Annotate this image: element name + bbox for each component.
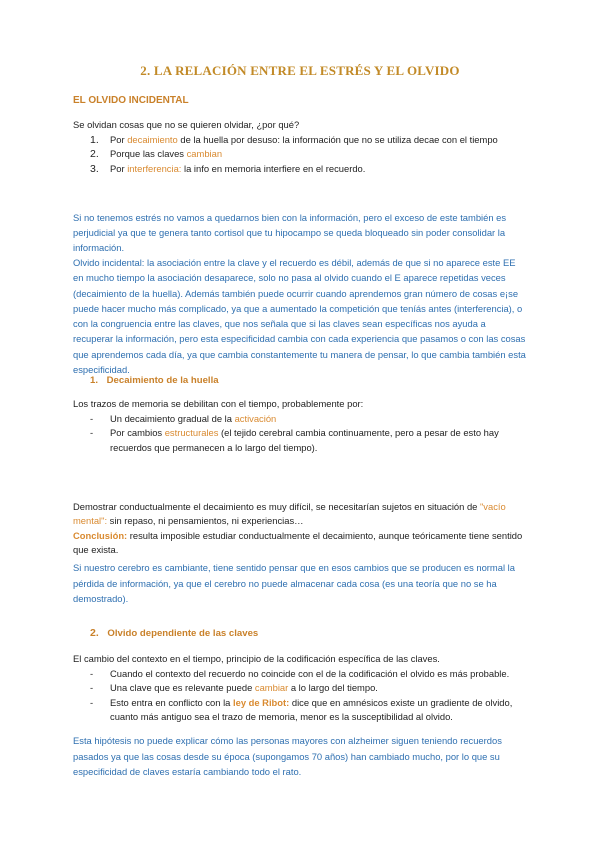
item-text: Por — [110, 162, 128, 174]
stress-paragraph: Si no tenemos estrés no vamos a quedarnos bien con la información, pero el exceso de este también es perjudicial ya que te genera tanto cortisol que tu hipocampo se queda bloqueado sin poder consolidar la información. — [73, 212, 507, 253]
item-text: la info en memoria interfiere en el recuerdo. — [181, 162, 366, 174]
item-text: dice que en amnésicos existe un gradiente de olvido, cuanto más antiguo sea el trazo de memoria, menor es la susceptibilidad al olvido. — [110, 696, 513, 723]
item-text: Porque las claves — [110, 148, 187, 160]
claves-list — [90, 667, 528, 725]
list-item — [90, 426, 528, 455]
list-item — [90, 147, 528, 161]
highlight-term: "vacío mental": — [73, 501, 506, 527]
conclusion-paragraph — [73, 529, 528, 558]
conclusion-text: resulta imposible estudiar conductualmente el decaimiento, aunque teóricamente tiene sentido que exista. — [73, 530, 523, 556]
highlight-term: cambiar — [254, 682, 289, 694]
alzheimer-paragraph: Esta hipótesis no puede explicar cómo las personas mayores con alzheimer siguen teniendo recuerdos pasados ya que las cosas desde su época (supongamos 70 años) han cambiado mucho, por lo que su especificidad de claves estaría cambiando todo el rato. — [73, 735, 502, 777]
brain-paragraph: Si nuestro cerebro es cambiante, tiene sentido pensar que en esos cambios que se producen es normal la pérdida de información, ya que el cerebro no puede almacenar cada cosa (es una teoría que no se ha demostrado). — [73, 562, 515, 604]
list-item — [90, 696, 528, 725]
highlight-term: ley de Ribot: — [233, 696, 290, 708]
highlight-term: interferencia: — [127, 162, 182, 174]
numbered-list — [90, 133, 528, 176]
item-text: Un decaimiento gradual de la — [110, 413, 235, 424]
conclusion-label: Conclusión: — [73, 530, 128, 541]
list-dash: - — [90, 682, 94, 694]
list-number: 1. — [90, 134, 99, 146]
subsection-number: 1. — [90, 375, 99, 386]
list-dash: - — [90, 427, 94, 439]
item-text: a lo largo del tiempo. — [288, 682, 378, 694]
list-dash: - — [90, 668, 94, 679]
highlight-term: activación — [234, 413, 277, 424]
list-dash: - — [90, 413, 94, 424]
incidental-paragraph: Olvido incidental: la asociación entre la clave y el recuerdo es débil, además de que si no aparece este EE en mucho tiempo la asociación desaparece, solo no pasa al olvido cuando el E aparece repetidas veces (decaimiento de la huella). Además también puede ocurrir cuando aprendemos gran número de cosas e¡se puede hacer mucho más complicado, ya que a aumentado la competición que teníás antes (interferencia), o con la congruencia entre las claves, que nos señala que si las claves sean específicas nos ayuda a recuperar la información, pero esta especificidad cambia con cada experiencia que pasamos o con las cosas que aprendemos cada día, ya que cambia constantemente tu manera de pensar, lo que cambia también esta especificidad. — [73, 257, 526, 376]
highlight-term: decaimiento — [127, 134, 178, 145]
item-text: Por cambios — [110, 427, 165, 439]
demo-text: sin repaso, ni pensamientos, ni experiencias… — [107, 515, 304, 527]
subsection-title: Olvido dependiente de las claves — [107, 628, 259, 639]
list-number: 2. — [90, 148, 99, 161]
question-text: Se olvidan cosas que no se quieren olvidar, ¿por qué? — [73, 119, 300, 130]
item-text: Por — [110, 134, 128, 145]
highlight-term: estructurales — [164, 427, 219, 439]
claves-intro: El cambio del contexto en el tiempo, principio de la codificación específica de las claves. — [73, 653, 440, 664]
item-text: Esto entra en conflicto con la — [110, 696, 233, 708]
item-text: Una clave que es relevante puede — [110, 682, 255, 694]
item-text: (el tejido cerebral cambia continuamente, pero a pesar de esto hay recuerdos que permanecen a lo largo del tiempo). — [110, 427, 499, 453]
list-number: 3. — [90, 162, 99, 175]
list-item — [90, 133, 528, 147]
subsection-title: Decaimiento de la huella — [106, 375, 219, 386]
demo-paragraph — [73, 500, 528, 529]
subsection-heading-claves — [90, 626, 545, 641]
subsection-number: 2. — [90, 627, 99, 639]
list-item — [90, 412, 528, 426]
section-heading-olvido-incidental: EL OLVIDO INCIDENTAL — [73, 95, 189, 106]
decay-list — [90, 412, 528, 455]
list-item — [90, 681, 528, 695]
page-title: 2. LA RELACIÓN ENTRE EL ESTRÉS Y EL OLVIDO — [140, 63, 460, 78]
item-text: Cuando el contexto del recuerdo no coincide con el de la codificación el olvido es más probable. — [110, 668, 510, 679]
subsection-heading-decaimiento — [90, 373, 545, 388]
highlight-term: cambian — [186, 148, 223, 160]
list-dash: - — [90, 696, 94, 708]
list-item — [90, 667, 528, 681]
demo-text: Demostrar conductualmente el decaimiento es muy difícil, se necesitarían sujetos en situación de — [73, 501, 480, 512]
item-text: de la huella por desuso: la información que no se utiliza decae con el tiempo — [177, 134, 498, 145]
decay-intro: Los trazos de memoria se debilitan con el tiempo, probablemente por: — [73, 398, 364, 409]
list-item — [90, 162, 528, 176]
